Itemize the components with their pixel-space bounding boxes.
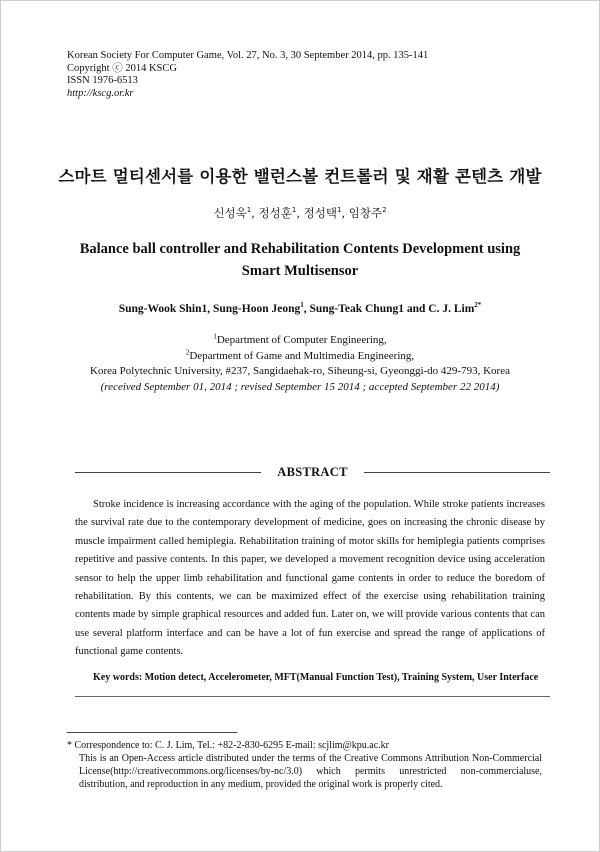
journal-header bbox=[67, 50, 547, 100]
journal-url[interactable]: http://kscg.or.kr bbox=[67, 87, 134, 99]
author-en: Sung-Wook Shin1 bbox=[118, 303, 208, 315]
author-sup: 1 bbox=[246, 206, 252, 215]
author-en: Sung-Hoon Jeong bbox=[213, 303, 301, 315]
author-ko: 정성택 bbox=[303, 206, 337, 220]
affiliation-sup: 2 bbox=[185, 347, 190, 356]
authors-korean: 신성욱$^1$, 정성훈$^1$, 정성택$^1$, 임창주$^2$ bbox=[213, 206, 387, 220]
journal-citation: Korean Society For Computer Game, Vol. 27, No. 3, 30 September 2014, pp. 135-141 bbox=[67, 50, 429, 61]
affiliation-text: Department of Game and Multimedia Engineering, bbox=[189, 349, 415, 362]
author-en: C. J. Lim bbox=[428, 303, 475, 315]
abstract-rule-right bbox=[364, 472, 550, 473]
affiliation-dept1 bbox=[0, 333, 600, 349]
affiliation-sup: 1 bbox=[213, 332, 217, 341]
affiliations bbox=[0, 333, 600, 395]
affiliation-dept2 bbox=[0, 349, 600, 365]
journal-issn: ISSN 1976-6513 bbox=[67, 75, 138, 87]
abstract-heading bbox=[75, 465, 550, 479]
footnote-rule bbox=[67, 732, 237, 733]
author-sup: 2* bbox=[474, 301, 482, 310]
keywords: Key words: Motion detect, Accelerometer, MFT(Manual Function Test), Training System, User Interface bbox=[93, 672, 539, 683]
footnote-correspondence: * Correspondence to: C. J. Lim, Tel.: +82-2-830-6295 E-mail: scjlim@kpu.ac.kr bbox=[67, 740, 389, 751]
authors-english: Sung-Wook Shin1, Sung-Hoon Jeong$^1$, Sung-Teak Chung1 and C. J. Lim$^{2*}$ bbox=[118, 301, 482, 315]
author-sup: 1 bbox=[300, 301, 304, 310]
abstract-body: Stroke incidence is increasing accordance with the aging of the population. While stroke patients increases the survival rate due to the contemporary development of medicine, goes on increasing the chronic disease by muscle impairment called hemiplegia. Rehabilitation training of motor skills for hemiplegia patients comprises repetitive and passive contents. In this paper, we developed a movement recognition device using acceleration sensor to help the upper limb rehabilitation and functional game contents in order to reduce the boredom of rehabilitation. By this contents, we can be maximized effect of the exercise using rehabilitation training contents made by simple graphical resources and added fun. Later on, we will provide various contents that can use several platform interface and can be have a lot of fun exercise and spread the range of applications of functional game contents. bbox=[75, 499, 545, 658]
author-sup: 2 bbox=[382, 206, 387, 215]
article-dates: (received September 01, 2014 ; revised September 15 2014 ; accepted September 22 2014) bbox=[100, 380, 500, 393]
footnote bbox=[67, 739, 542, 791]
title-korean: 스마트 멀티센서를 이용한 밸런스볼 컨트롤러 및 재활 콘텐츠 개발 bbox=[58, 167, 542, 186]
journal-copyright: Copyright ⓒ 2014 KSCG bbox=[67, 62, 177, 74]
abstract-label: ABSTRACT bbox=[277, 465, 348, 479]
affiliation-address: Korea Polytechnic University, #237, Sangidaehak-ro, Siheung-si, Gyeonggi-do 429-793, Korea bbox=[90, 365, 510, 377]
footnote-license: This is an Open-Access article distributed under the terms of the Creative Commons Attribution Non-Commercial License(http://creativecommons.org/licenses/by-nc/3.0) which permits unrestricted non-commercialuse, distribution, and reproduction in any medium, provided the original work is properly cited. bbox=[79, 753, 542, 790]
author-ko: 임창주 bbox=[348, 206, 383, 220]
keywords-rule bbox=[75, 696, 550, 697]
author-sup: 1 bbox=[336, 206, 342, 215]
title-english: Balance ball controller and Rehabilitation Contents Development using Smart Multisensor bbox=[79, 241, 521, 279]
author-sup: 1 bbox=[291, 206, 297, 215]
author-en: Sung-Teak Chung1 bbox=[309, 303, 404, 315]
author-ko: 신성욱 bbox=[213, 206, 247, 220]
affiliation-text: Department of Computer Engineering, bbox=[216, 334, 387, 346]
author-ko: 정성훈 bbox=[258, 206, 292, 220]
